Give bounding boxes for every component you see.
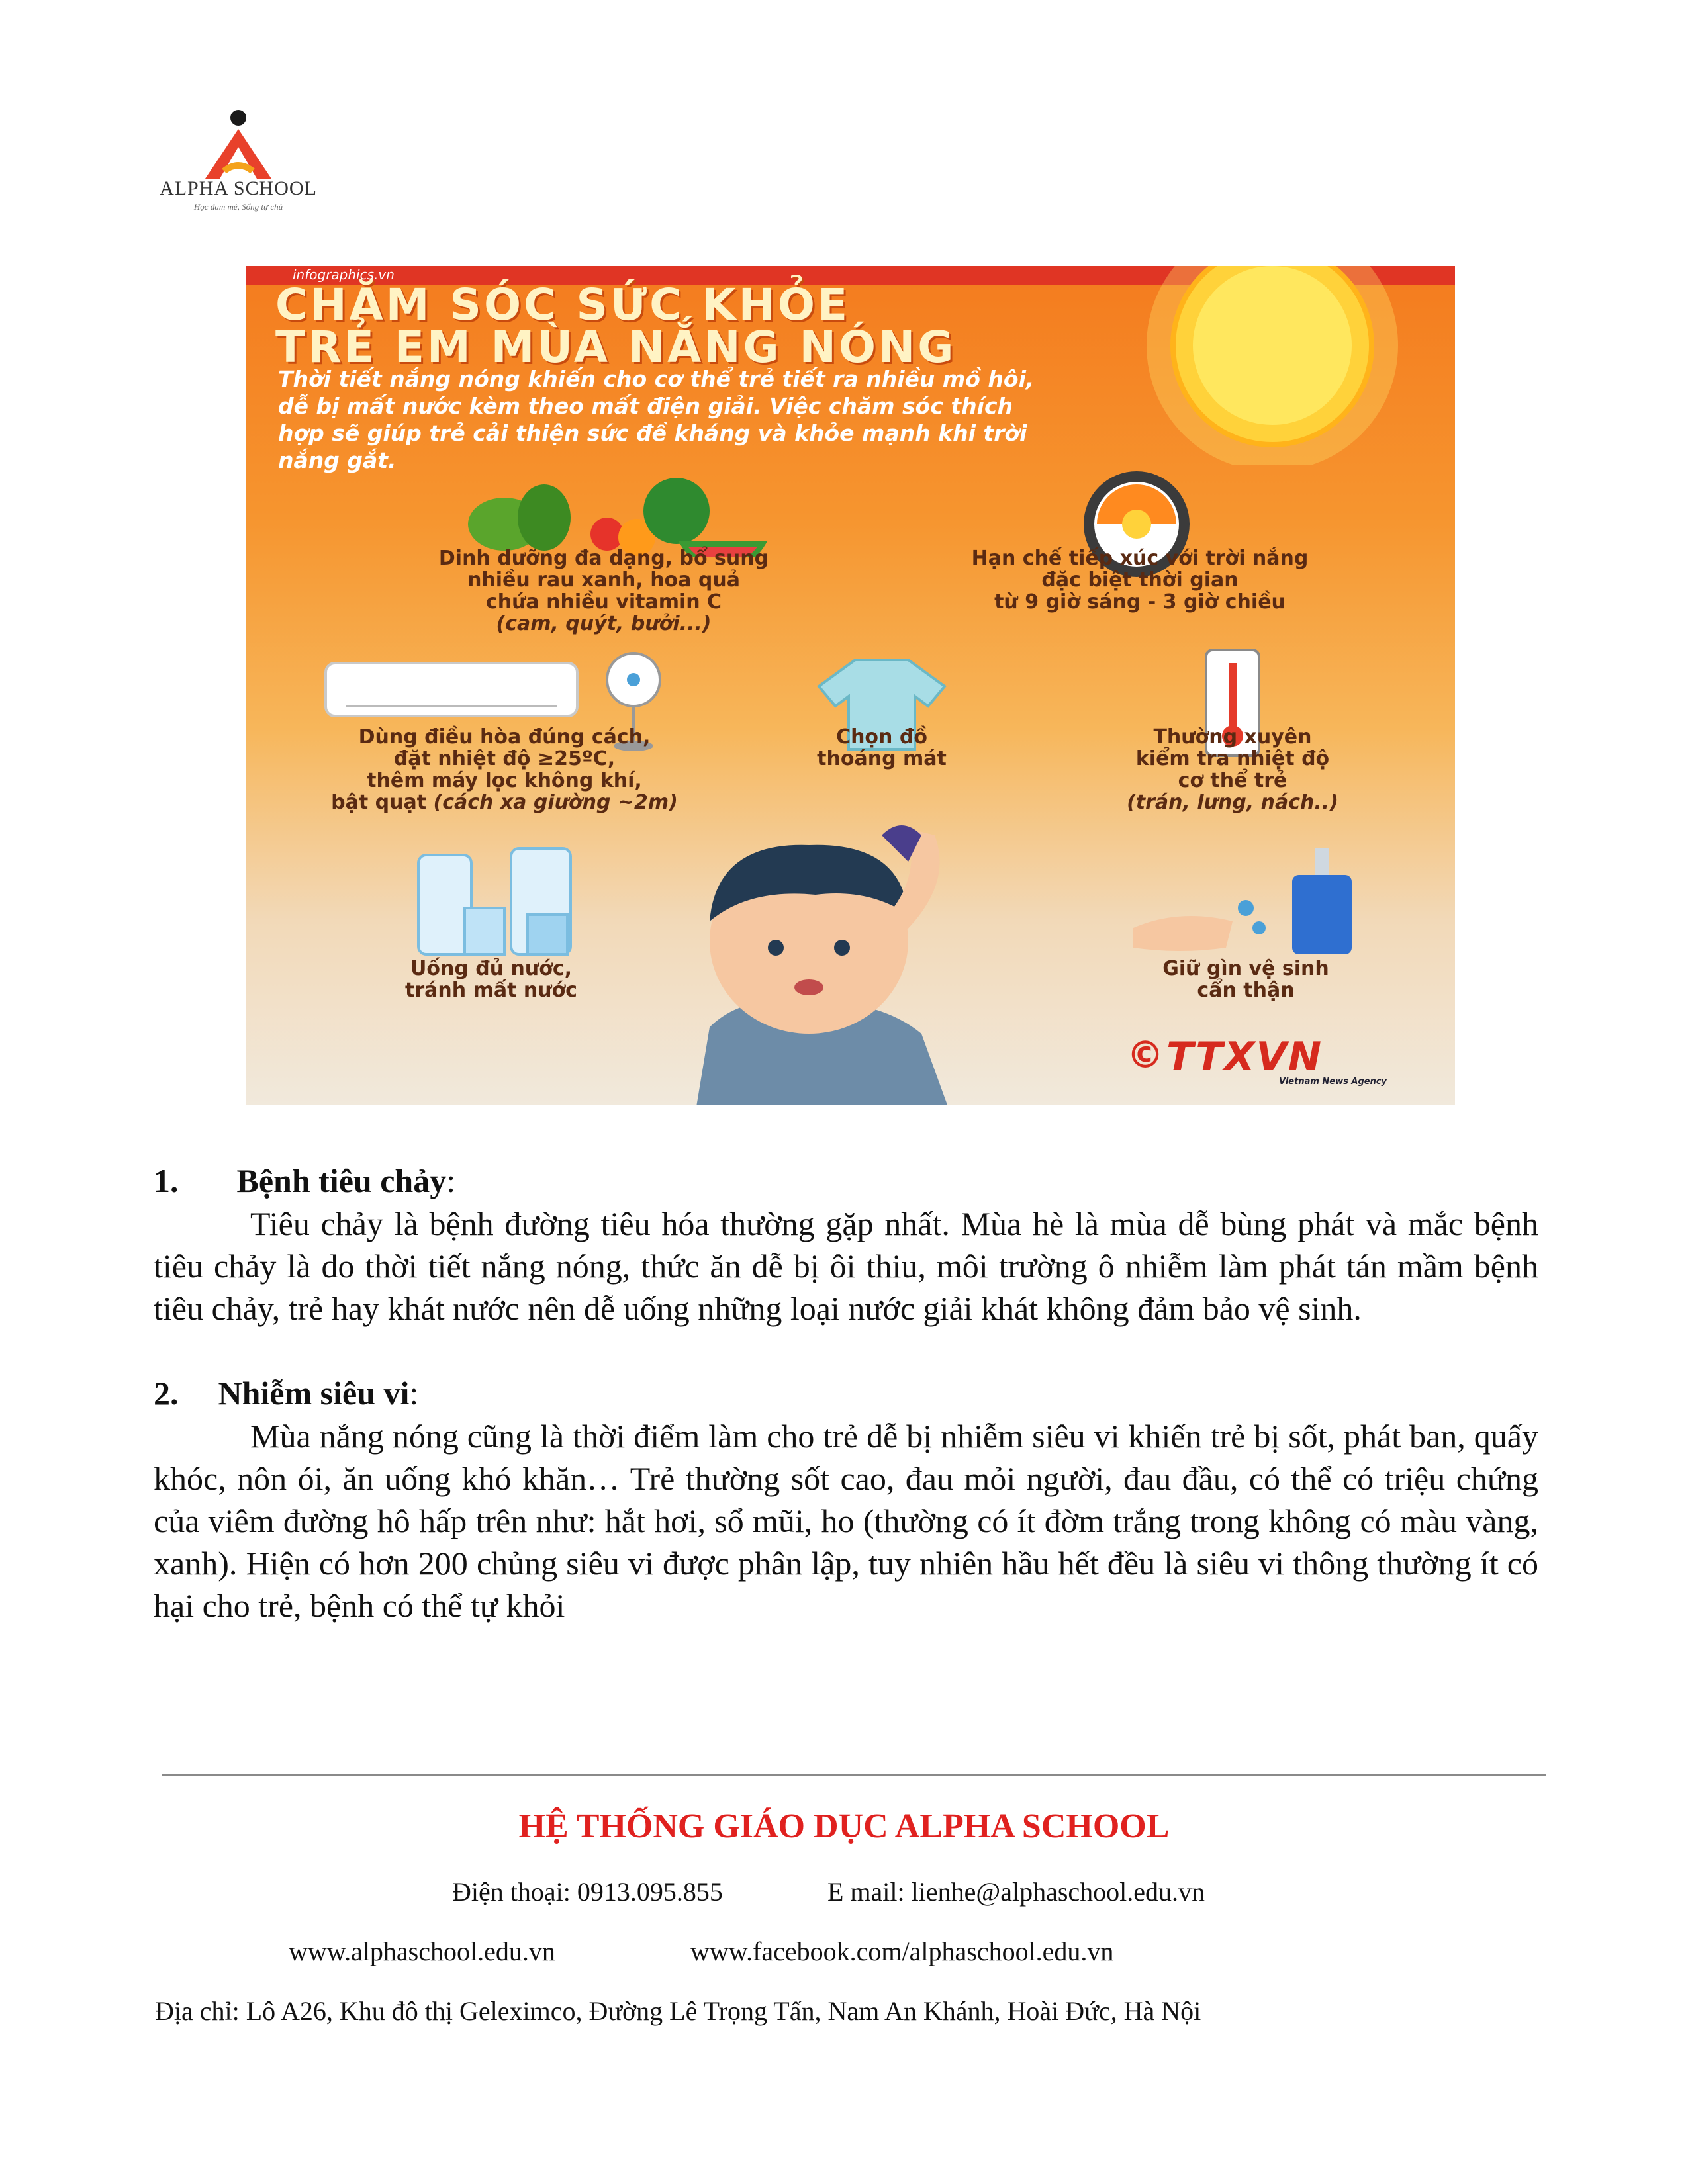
infographic-intro: Thời tiết nắng nóng khiến cho cơ thể trẻ tiết ra nhiều mồ hôi, dễ bị mất nước kèm theo mất điện giải. Việc chăm sóc thích hợp sẽ giúp trẻ cải thiện sức đề kháng và khỏe mạnh khi trời nắng gắt. — [278, 366, 1035, 473]
infographic-title-line1: CHĂM SÓC SỨC KHỎE — [275, 279, 851, 330]
footer-website-link[interactable]: www.alphaschool.edu.vn — [289, 1936, 555, 1966]
infographic-site: infographics.vn — [293, 267, 395, 283]
air-conditioner-icon — [319, 657, 584, 736]
footer-facebook-link[interactable]: www.facebook.com/alphaschool.edu.vn — [690, 1936, 1114, 1966]
alpha-school-logo-icon — [159, 99, 318, 251]
tip-hygiene-line2: cẩn thận — [1197, 979, 1295, 1002]
section-2-text: Mùa nắng nóng cũng là thời điểm làm cho trẻ dễ bị nhiễm siêu vi khiến trẻ bị sốt, phát ban, quấy khóc, nôn ói, ăn uống khó khăn… Trẻ thường sốt cao, đau mỏi người, đau đầu, có thể có triệu chứng của viêm đường hô hấp trên như: hắt hơi, sổ mũi, ho (thường có ít đờm trắng trong không có màu vàng, xanh). Hiện có hơn 200 chủng siêu vi được phân lập, tuy nhiên hầu hết đều là siêu vi thông thường ít có hại cho trẻ, bệnh có thể tự khỏi — [154, 1418, 1538, 1624]
hand-washing-icon — [1127, 835, 1365, 961]
tip-hygiene — [1107, 958, 1385, 1001]
tip-clothes — [763, 726, 1001, 770]
water-bottles-icon — [412, 835, 584, 961]
logo-slogan: Học đam mê, Sống tự chủ — [193, 202, 283, 212]
section-1-heading — [154, 1160, 455, 1202]
footer-title: HỆ THỐNG GIÁO DỤC ALPHA SCHOOL — [518, 1807, 1170, 1845]
tip-sun — [908, 547, 1372, 613]
section-1-title: Bệnh tiêu chảy — [236, 1162, 447, 1199]
tip-temperature-line1: Thường xuyên — [1153, 725, 1312, 749]
sun-icon — [1074, 266, 1444, 465]
tip-aircon-line3: thêm máy lọc không khí, — [367, 769, 642, 792]
tip-nutrition-line2: nhiều rau xanh, hoa quả — [467, 569, 740, 592]
tip-hygiene-line1: Giữ gìn vệ sinh — [1162, 957, 1329, 980]
section-1-colon: : — [446, 1162, 456, 1199]
footer-divider — [162, 1774, 1546, 1776]
section-2-number: 2. — [154, 1375, 179, 1412]
section-2-colon: : — [409, 1375, 419, 1412]
tip-nutrition-line1: Dinh dưỡng đa dạng, bổ sung — [438, 547, 769, 570]
tip-nutrition-line3: chứa nhiều vitamin C — [485, 590, 722, 614]
tip-sun-line3: từ 9 giờ sáng - 3 giờ chiều — [994, 590, 1286, 614]
footer-phone: Điện thoại: 0913.095.855 — [452, 1877, 723, 1907]
section-1-text: Tiêu chảy là bệnh đường tiêu hóa thường gặp nhất. Mùa hè là mùa dễ bùng phát và mắc bệnh tiêu chảy là do thời tiết nắng nóng, thức ăn dễ bị ôi thiu, môi trường ô nhiễm làm phát tán mầm bệnh tiêu chảy, trẻ hay khát nước nên dễ uống những loại nước giải khát không đảm bảo vệ sinh. — [154, 1205, 1538, 1327]
infographic — [246, 266, 1455, 1105]
ttxvn-subtitle: Vietnam News Agency — [1279, 1077, 1387, 1087]
tip-aircon-line2: đặt nhiệt độ ≥25ºC, — [393, 747, 616, 770]
fruits-vegetables-icon — [465, 471, 769, 557]
tip-aircon-line1: Dùng điều hòa đúng cách, — [358, 725, 651, 749]
tip-aircon-line4: bật quạt — [331, 791, 427, 814]
section-1-number: 1. — [154, 1162, 179, 1199]
tip-nutrition-line4: (cam, quýt, bưởi...) — [496, 612, 712, 635]
tip-temperature-line3: cơ thể trẻ — [1178, 769, 1288, 792]
tip-temperature-line2: kiểm tra nhiệt độ — [1135, 747, 1330, 770]
tip-sun-line1: Hạn chế tiếp xúc với trời nắng — [971, 547, 1309, 570]
tip-sun-line2: đặc biệt thời gian — [1041, 569, 1239, 592]
tip-aircon-line5: (cách xa giường ~2m) — [433, 791, 678, 814]
boy-wiping-sweat-icon — [643, 809, 1054, 1105]
section-2-heading — [154, 1372, 418, 1414]
tip-temperature — [1067, 726, 1398, 813]
tip-clothes-line1: Chọn đồ — [836, 725, 927, 749]
section-2-title: Nhiễm siêu vi — [218, 1375, 410, 1412]
ttxvn-logo: TTXVN — [1166, 1034, 1323, 1080]
tip-temperature-line4: (trán, lưng, nách..) — [1127, 791, 1338, 814]
footer-email: E mail: lienhe@alphaschool.edu.vn — [827, 1877, 1205, 1907]
tip-water — [352, 958, 630, 1001]
copyright-icon: © — [1127, 1034, 1164, 1077]
tip-water-line1: Uống đủ nước, — [410, 957, 573, 980]
tip-aircon — [299, 726, 710, 813]
tip-clothes-line2: thoáng mát — [817, 747, 947, 770]
tip-nutrition — [399, 547, 809, 635]
footer-address: Địa chỉ: Lô A26, Khu đô thị Geleximco, Đường Lê Trọng Tấn, Nam An Khánh, Hoài Đức, Hà Nội — [155, 1996, 1201, 2026]
infographic-title-line2: TRẺ EM MÙA NẮNG NÓNG — [275, 322, 957, 373]
tip-water-line2: tránh mất nước — [405, 979, 577, 1002]
logo-name: ALPHA SCHOOL — [160, 177, 317, 199]
